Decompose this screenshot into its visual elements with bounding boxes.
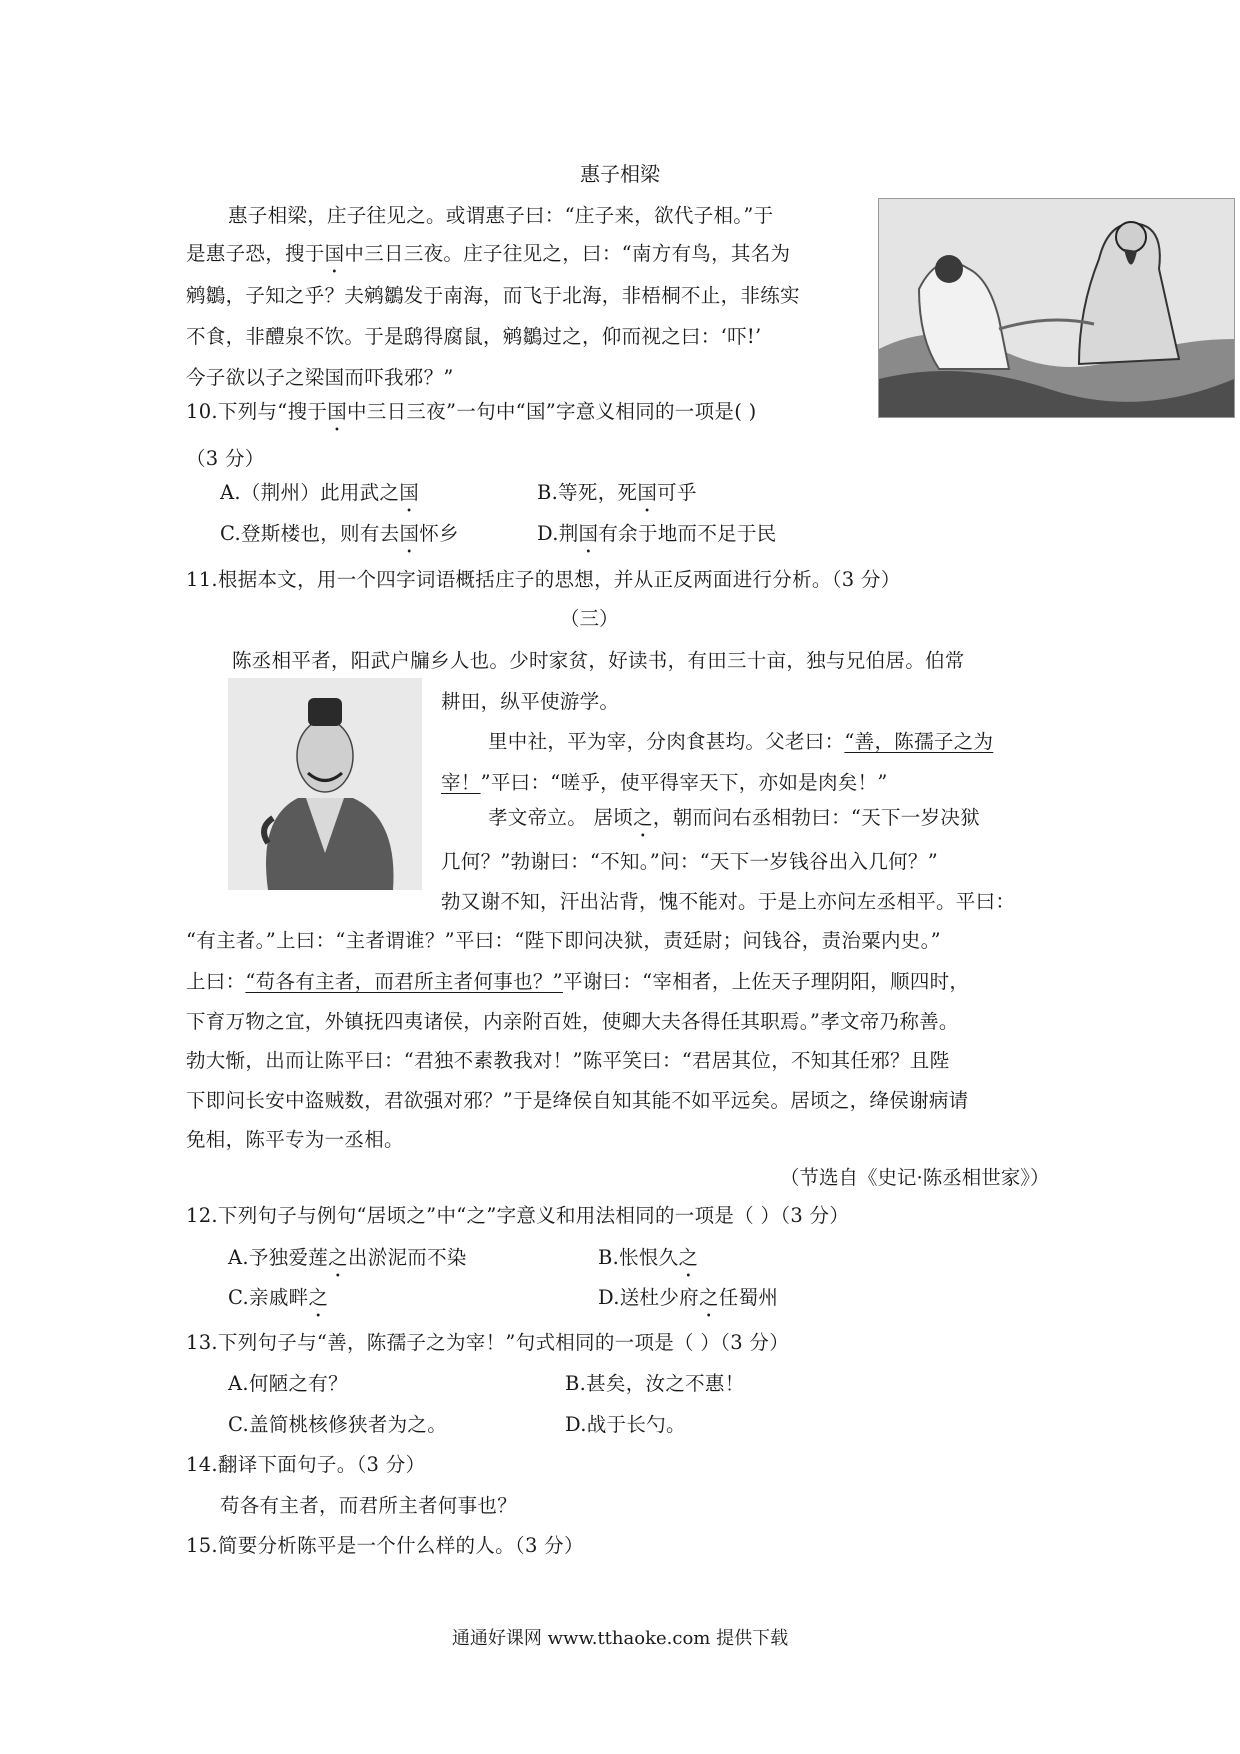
option-c[interactable]: C.亲戚畔之 bbox=[228, 1286, 329, 1309]
passage-line: 几何？”勃谢曰：“不知。”问：“天下一岁钱谷出入几何？” bbox=[441, 850, 938, 873]
option-d[interactable]: D.战于长勺。 bbox=[565, 1413, 686, 1436]
option-b[interactable]: B.甚矣，汝之不惠！ bbox=[565, 1372, 745, 1395]
passage-line: 惠子相梁，庄子往见之。或谓惠子曰：“庄子来，欲代子相。”于 bbox=[228, 204, 774, 227]
passage-line: 宰！”平曰：“嗟乎，使平得宰天下，亦如是肉矣！” bbox=[441, 771, 888, 794]
question-10-score: （3 分） bbox=[186, 447, 265, 470]
option-c[interactable]: C.盖简桃核修狭者为之。 bbox=[228, 1413, 448, 1436]
question-11-stem: 11.根据本文，用一个四字词语概括庄子的思想，并从正反两面进行分析。（3 分） bbox=[186, 568, 901, 591]
passage-line: 免相，陈平专为一丞相。 bbox=[186, 1128, 404, 1151]
question-15-stem: 15.简要分析陈平是一个什么样的人。（3 分） bbox=[186, 1534, 584, 1557]
passage-line: 今子欲以子之梁国而吓我邪？” bbox=[186, 366, 454, 389]
portrait-image bbox=[228, 678, 422, 890]
ink-painting-image bbox=[878, 198, 1235, 418]
passage-line: 勃大惭，出而让陈平曰：“君独不素教我对！”陈平笑曰：“君居其位，不知其任邪？且陛 bbox=[186, 1049, 950, 1072]
option-d[interactable]: D.荆国有余于地而不足于民 bbox=[537, 522, 777, 545]
option-c[interactable]: C.登斯楼也，则有去国怀乡 bbox=[220, 522, 459, 545]
option-a[interactable]: A.何陋之有？ bbox=[228, 1372, 348, 1395]
page-footer: 通通好课网 www.tthaoke.com 提供下载 bbox=[451, 1628, 789, 1649]
passage-line: 陈丞相平者，阳武户牖乡人也。少时家贫，好读书，有田三十亩，独与兄伯居。伯常 bbox=[232, 649, 965, 672]
question-12-stem: 12.下列句子与例句“居顷之”中“之”字意义和用法相同的一项是（ ）（3 分） bbox=[186, 1204, 850, 1227]
passage-line: 下育万物之宜，外镇抚四夷诸侯，内亲附百姓，使卿大夫各得任其职焉。”孝文帝乃称善。 bbox=[186, 1010, 959, 1033]
question-10-stem: 10.下列与“搜于国中三日三夜”一句中“国”字意义相同的一项是( ) bbox=[186, 400, 757, 423]
passage-line: 勃又谢不知，汗出沾背，愧不能对。于是上亦问左丞相平。平曰： bbox=[441, 890, 1016, 913]
option-a[interactable]: A.予独爱莲之出淤泥而不染 bbox=[228, 1246, 467, 1269]
option-d[interactable]: D.送杜少府之任蜀州 bbox=[598, 1286, 779, 1309]
passage-line: 上曰：“苟各有主者，而君所主者何事也？”平谢曰：“宰相者，上佐天子理阴阳，顺四时， bbox=[186, 970, 970, 993]
option-b[interactable]: B.怅恨久之 bbox=[598, 1246, 699, 1269]
passage-source: （节选自《史记·陈丞相世家》） bbox=[780, 1166, 1050, 1189]
passage-line: 下即问长安中盗贼数，君欲强对邪？”于是绛侯自知其能不如平远矣。居顷之，绛侯谢病请 bbox=[186, 1089, 969, 1112]
passage-line: 里中社，平为宰，分肉食甚均。父老曰：“善，陈孺子之为 bbox=[488, 730, 994, 753]
passage-line: 鹓鶵，子知之乎？夫鹓鶵发于南海，而飞于北海，非梧桐不止，非练实 bbox=[186, 284, 800, 307]
question-14-stem: 14.翻译下面句子。（3 分） bbox=[186, 1453, 426, 1476]
translation-sentence: 苟各有主者，而君所主者何事也？ bbox=[220, 1494, 518, 1517]
option-a[interactable]: A.（荆州）此用武之国 bbox=[220, 481, 420, 504]
passage-line: “有主者。”上曰：“主者谓谁？”平曰：“陛下即问决狱，责廷尉；问钱谷，责治粟内史。” bbox=[186, 929, 941, 952]
passage-line: 不食，非醴泉不饮。于是鸱得腐鼠，鹓鶵过之，仰而视之曰：‘吓!’ bbox=[186, 325, 762, 348]
question-13-stem: 13.下列句子与“善，陈孺子之为宰！”句式相同的一项是（ ）（3 分） bbox=[186, 1331, 790, 1354]
passage-line: 孝文帝立。 居顷之，朝而问右丞相勃曰：“天下一岁决狱 bbox=[488, 806, 980, 829]
passage-line: 是惠子恐，搜于国中三日三夜。庄子往见之，曰：“南方有鸟，其名为 bbox=[186, 242, 791, 265]
option-b[interactable]: B.等死，死国可乎 bbox=[537, 481, 697, 504]
section-3-heading: （三） bbox=[560, 607, 619, 630]
section-title: 惠子相梁 bbox=[580, 162, 660, 186]
passage-line: 耕田，纵平使游学。 bbox=[441, 690, 620, 713]
